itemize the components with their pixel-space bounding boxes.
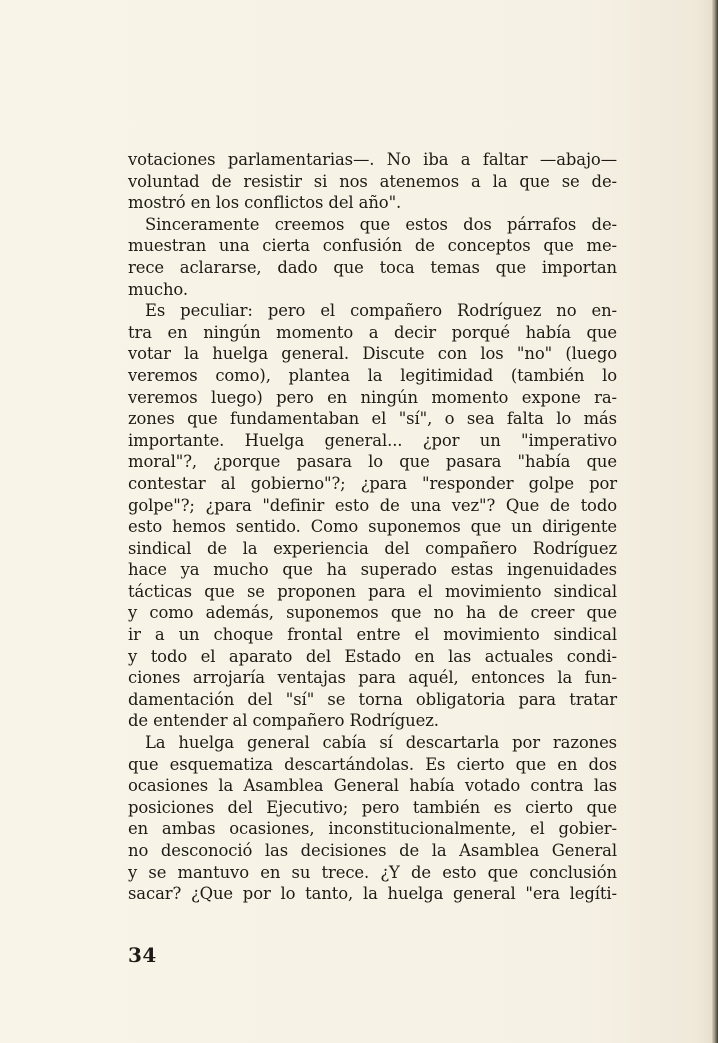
text-line: que esquematiza descartándolas. Es cierto que en dos [128, 754, 617, 774]
text-line: Es peculiar: pero el compañero Rodríguez no en- [145, 301, 617, 321]
text-line: voluntad de resistir si nos atenemos a la que se de- [128, 171, 617, 191]
text-line: ocasiones la Asamblea General había votado contra las [128, 776, 617, 796]
body-text [128, 149, 617, 905]
text-line: mucho. [128, 279, 189, 299]
text-line: ir a un choque frontal entre el movimiento sindical [128, 625, 617, 645]
text-line: damentación del "sí" se torna obligatoria para tratar [128, 689, 617, 709]
text-line: posiciones del Ejecutivo; pero también es cierto que [128, 797, 617, 817]
page-number: 34 [128, 943, 157, 967]
text-line: La huelga general cabía sí descartarla por razones [145, 733, 617, 753]
text-line: tra en ningún momento a decir porqué había que [128, 322, 617, 342]
text-line: y se mantuvo en su trece. ¿Y de esto que conclusión [128, 862, 617, 882]
text-line: no desconoció las decisiones de la Asamblea General [128, 841, 617, 860]
text-line: en ambas ocasiones, inconstitucionalmente, el gobier- [128, 819, 617, 839]
text-line: moral"?, ¿porque pasara lo que pasara "había que [128, 452, 617, 472]
text-line: sindical de la experiencia del compañero Rodríguez [128, 538, 617, 558]
text-line: rece aclararse, dado que toca temas que importan [128, 257, 617, 277]
text-line: hace ya mucho que ha superado estas ingenuidades [128, 560, 617, 580]
text-line: veremos luego) pero en ningún momento expone ra- [128, 387, 617, 407]
text-line: veremos como), plantea la legitimidad (también lo [128, 365, 617, 385]
page-edge-shadow [712, 0, 718, 1043]
text-line: y todo el aparato del Estado en las actuales condi- [128, 646, 617, 666]
text-line: contestar al gobierno"?; ¿para "responder golpe por [128, 473, 617, 493]
text-line: golpe"?; ¿para "definir esto de una vez"? Que de todo [128, 495, 617, 515]
text-line: tácticas que se proponen para el movimiento sindical [128, 581, 617, 601]
text-line: y como además, suponemos que no ha de creer que [128, 603, 617, 623]
text-line: de entender al compañero Rodríguez. [128, 711, 439, 731]
text-line: zones que fundamentaban el "sí", o sea falta lo más [128, 409, 617, 429]
text-line: sacar? ¿Que por lo tanto, la huelga general "era legíti- [128, 884, 617, 904]
text-line: esto hemos sentido. Como suponemos que un dirigente [128, 517, 617, 537]
text-line: votar la huelga general. Discute con los "no" (luego [128, 344, 617, 364]
text-line: importante. Huelga general... ¿por un "imperativo [128, 430, 617, 450]
text-line: mostró en los conflictos del año". [128, 193, 402, 213]
text-line: muestran una cierta confusión de conceptos que me- [128, 236, 617, 256]
text-line: ciones arrojaría ventajas para aquél, entonces la fun- [128, 668, 617, 688]
text-line: votaciones parlamentarias—. No iba a faltar —abajo— [128, 150, 617, 169]
text-line: Sinceramente creemos que estos dos párrafos de- [145, 214, 617, 234]
